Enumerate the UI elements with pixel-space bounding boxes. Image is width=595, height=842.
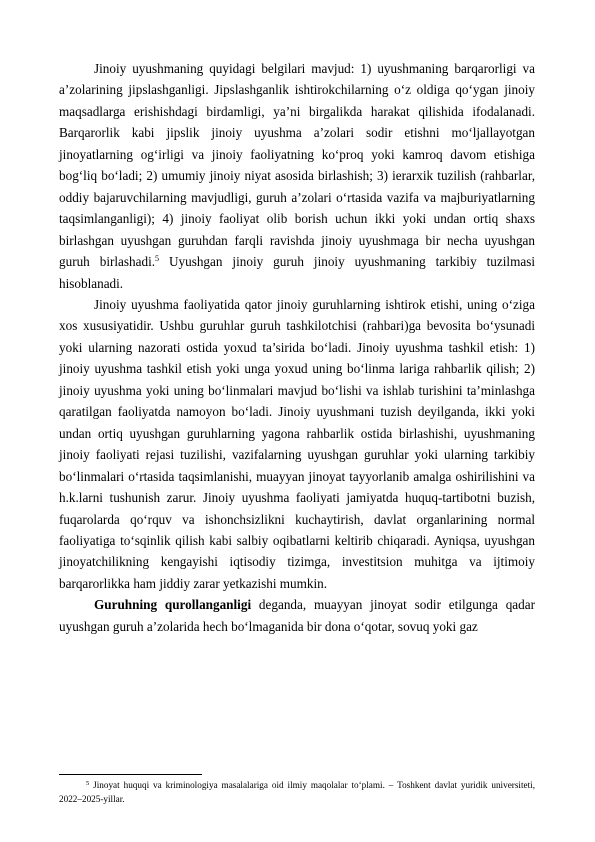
paragraph-3-text: deganda, muayyan jinoyat sodir etilgunga qadar uyushgan guruh a’zolarida hech bo‘lmaganida bir dona o‘qotar, sovuq yoki gaz bbox=[59, 597, 535, 634]
paragraph-3 bbox=[59, 594, 535, 637]
body-text bbox=[59, 58, 535, 637]
footnote-number: 5 bbox=[86, 780, 90, 787]
paragraph-1-text: Jinoiy uyushmaning quyidagi belgilari mavjud: 1) uyushmaning barqarorligi va a’zolarining jipslashganligi. Jipslashganlik ishtirokchilarning o‘z oldiga qo‘ygan jinoiy maqsadlarga erishishdagi birdamligi, ya’ni birgalikda harakat qilishida ifodalanadi. Barqarorlik kabi jipslik jinoiy uyushma a’zolari sodir etishni mo‘ljallayotgan jinoyatlarning og‘irligi va jinoiy faoliyatning ko‘proq yoki kamroq davom etishiga bog‘liq bo‘ladi; 2) umumiy jinoiy niyat asosida birlashish; 3) ierarxik tuzilish (rahbarlar, oddiy bajaruvchilarning mavjudligi, guruh a’zolari o‘rtasida vazifa va majburiyatlarning taqsimlanganligi); 4) jinoiy faoliyat olib borish uchun ikki yoki undan ortiq shaxs birlashgan uyushgan guruhdan farqli ravishda jinoiy uyushmaga bir necha uyushgan guruh birlashadi. bbox=[59, 61, 535, 270]
footnote-separator bbox=[59, 774, 202, 775]
paragraph-2: Jinoiy uyushma faoliyatida qator jinoiy guruhlarning ishtirok etishi, uning o‘ziga xos xususiyatidir. Ushbu guruhlar guruh tashkilotchisi (rahbari)ga bevosita bo‘ysunadi yoki ularning nazorati ostida yoxud ta’sirida bo‘ladi. Jinoiy uyushma tashkil etish: 1) jinoiy uyushma tashkil etish yoki unga yoxud uning bo‘linma lariga rahbarlik qilish; 2) jinoiy uyushma yoki uning bo‘linmalari mavjud bo‘lishi va ishlab turishini ta’minlashga qaratilgan faoliyatda namoyon bo‘ladi. Jinoiy uyushmani tuzish deyilganda, ikki yoki undan ortiq uyushgan guruhlarning yagona rahbarlik ostida birlashishi, uyushmaning jinoiy faoliyati rejasi tuzilishi, vazifalarning uyushgan guruhlar yoki ularning tarkibiy bo‘linmalari o‘rtasida taqsimlanishi, muayyan jinoyat tayyorlanib amalga oshirilishini va h.k.larni tushunish zarur. Jinoiy uyushma faoliyati jamiyatda huquq-tartibotni buzish, fuqarolarda qo‘rquv va ishonchsizlikni kuchaytirish, davlat organlarining normal faoliyatiga to‘sqinlik qilish kabi salbiy oqibatlarni keltirib chiqaradi. Ayniqsa, uyushgan jinoyatchilikning kengayishi iqtisodiy tizimga, investitsion muhitga va ijtimoiy barqarorlikka ham jiddiy zarar yetkazishi mumkin. bbox=[59, 296, 535, 591]
footnote-reference[interactable]: 5 bbox=[155, 254, 160, 264]
paragraph-1-tail: Uyushgan jinoiy guruh jinoiy uyushmaning tarkibiy tuzilmasi hisoblanadi. bbox=[59, 254, 535, 291]
footnote bbox=[59, 778, 535, 806]
footnote-text: Jinoyat huquqi va kriminologiya masalalariga oid ilmiy maqolalar to‘plami. – Toshkent davlat yuridik universiteti, 2022–2025-yillar. bbox=[59, 780, 535, 804]
paragraph-1 bbox=[59, 58, 535, 294]
bold-term: Guruhning qurollanganligi bbox=[94, 597, 252, 613]
